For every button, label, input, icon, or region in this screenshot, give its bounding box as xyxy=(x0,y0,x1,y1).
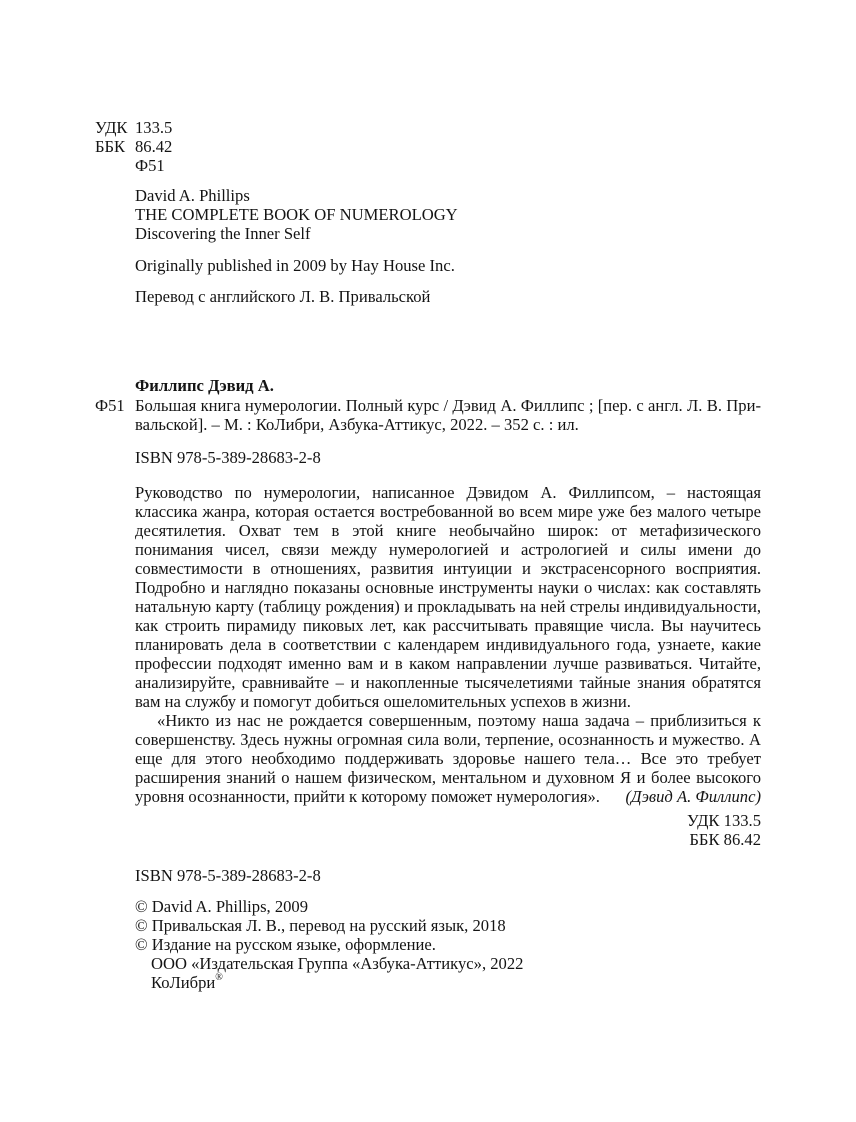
biblio-description xyxy=(135,396,761,434)
copyright-isbn: ISBN 978-5-389-28683-2-8 xyxy=(135,866,321,885)
annotation-paragraph: Руководство по нумерологии, написанное Дэвидом А. Филлипсом, – настоящая классика жанра, которая остается востребованной во всем мире уже без малого четыре десятилетия. Охват тем в этой книге необычайно широк: от метафизического понимания чисел, связи между нумерологией и астрологией и силы имени до совместимости в отношениях, развития интуиции и экстрасенсорного восприятия. Подробно и наглядно показаны основные инструменты науки о числах: как составлять натальную карту (таблицу рождения) и прокладывать на ней стрелы индивидуальности, как строить пирамиду пиковых лет, как рассчитывать правящие числа. Вы научитесь планировать дела в соответствии с календарем индивидуального года, узнаете, какие профессии подходят именно вам и в каком направлении лучше развиваться. Читайте, анализируйте, сравнивайте – и накопленные тысячелетиями тайные знания обратятся вам на службу и помогут добиться ошеломительных успехов в жизни. xyxy=(135,483,761,711)
udk-label: УДК xyxy=(95,118,128,137)
copyright-line-1: © David A. Phillips, 2009 xyxy=(135,897,309,916)
annotation-quote xyxy=(135,711,761,806)
annotation-udk: УДК 133.5 xyxy=(687,811,761,830)
copyright-line-5 xyxy=(151,973,223,992)
imprint-name: КоЛибри xyxy=(151,973,216,992)
original-author: David A. Phillips xyxy=(135,186,250,205)
biblio-line-2: вальской]. – М. : КоЛибри, Азбука-Аттикус, 2022. – 352 с. : ил. xyxy=(135,415,579,434)
copyright-line-2: © Привальская Л. В., перевод на русский язык, 2018 xyxy=(135,916,506,935)
bbk-label: ББК xyxy=(95,137,126,156)
udk-value: 133.5 xyxy=(135,118,173,137)
copyright-line-4: ООО «Издательская Группа «Азбука-Аттикус», 2022 xyxy=(151,954,524,973)
udk-code xyxy=(95,118,172,137)
biblio-line-1: Большая книга нумерологии. Полный курс / Дэвид А. Филлипс ; [пер. с англ. Л. В. При- xyxy=(135,396,761,415)
quote-text: «Никто из нас не рождается совершенным, поэтому наша задача – приблизиться к совершенству. Здесь нужны огромная сила воли, терпение, осознанность и мужество. А еще для этого необходимо поддерживать здоровье нашего тела… Все это требует расширения знаний о нашем физическом, ментальном и духовном Я и более высокого уровня осознанности, прийти к которому поможет нумерология». xyxy=(135,711,761,806)
biblio-heading: Филлипс Дэвид А. xyxy=(135,376,274,395)
author-mark: Ф51 xyxy=(135,156,165,175)
copyright-line-3: © Издание на русском языке, оформление. xyxy=(135,935,436,954)
translation-credit: Перевод с английского Л. В. Привальской xyxy=(135,287,431,306)
original-subtitle: Discovering the Inner Self xyxy=(135,224,311,243)
original-publication: Originally published in 2009 by Hay House Inc. xyxy=(135,256,455,275)
biblio-isbn: ISBN 978-5-389-28683-2-8 xyxy=(135,448,321,467)
bbk-value: 86.42 xyxy=(135,137,173,156)
biblio-mark: Ф51 xyxy=(95,396,125,415)
annotation xyxy=(135,483,761,806)
registered-mark: ® xyxy=(215,972,223,983)
quote-author: (Дэвид А. Филлипс) xyxy=(625,787,761,806)
bbk-code xyxy=(95,137,172,156)
original-title: THE COMPLETE BOOK OF NUMEROLOGY xyxy=(135,205,458,224)
annotation-bbk: ББК 86.42 xyxy=(689,830,761,849)
